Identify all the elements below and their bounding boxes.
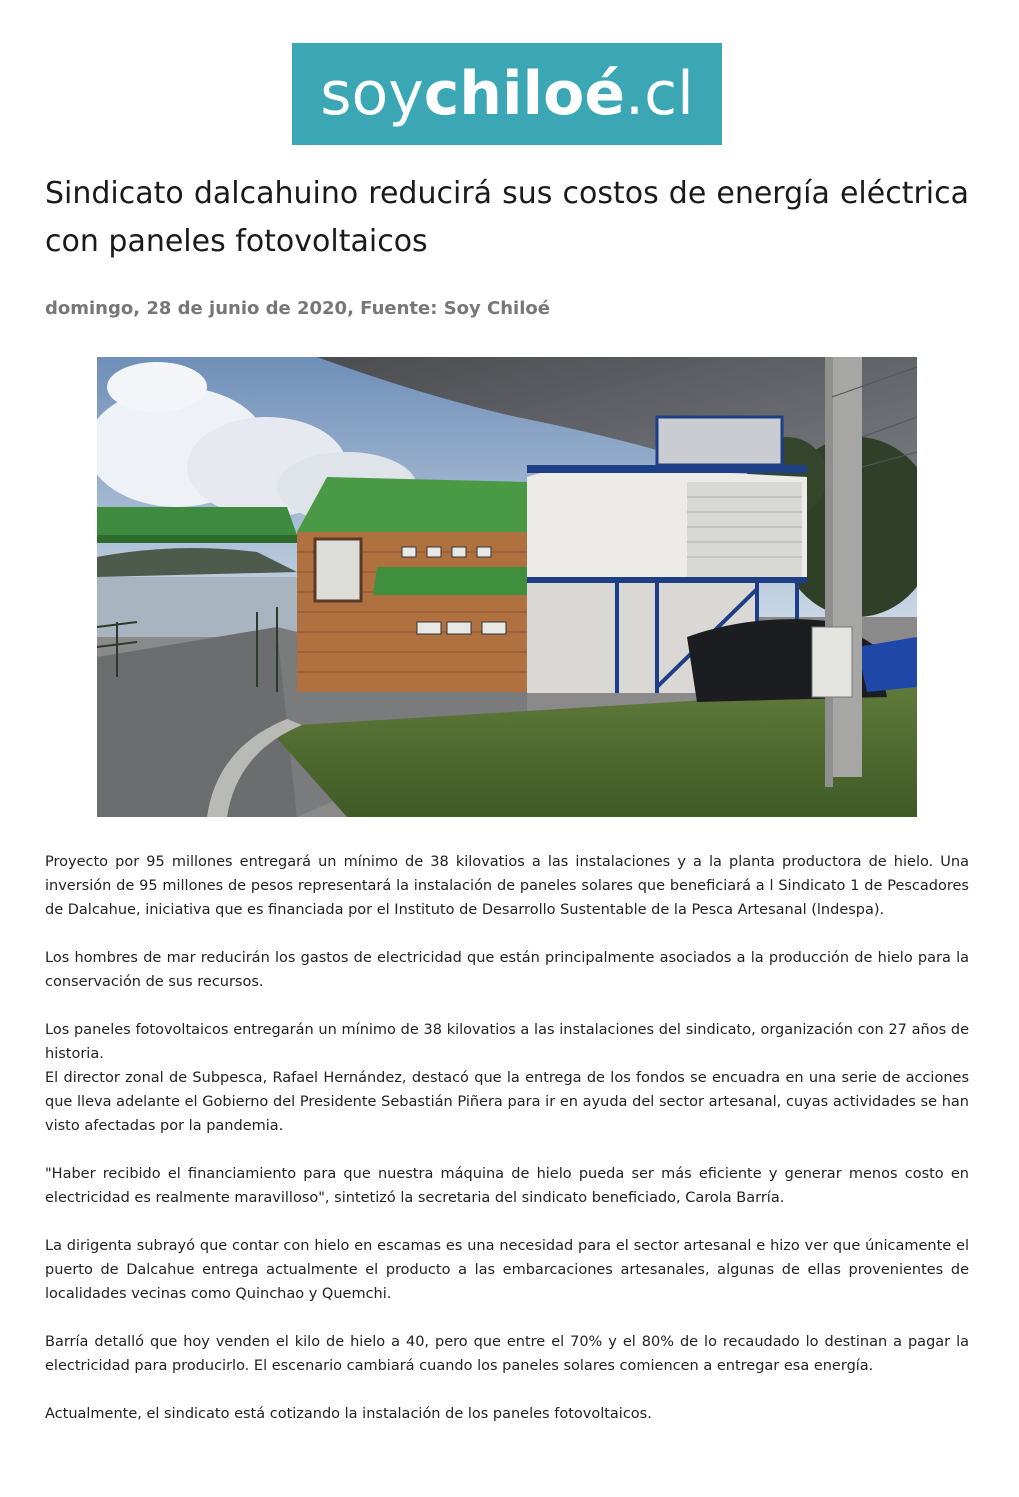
article-paragraph: La dirigenta subrayó que contar con hielo en escamas es una necesidad para el sector artesanal e hizo ver que únicamente el puerto de Dalcahue entrega actualmente el producto a las embarcaciones artesanales, algunas de ellas provenientes de localidades vecinas como Quinchao y Quemchi. [45, 1238, 969, 1302]
article-paragraph: Los paneles fotovoltaicos entregarán un mínimo de 38 kilovatios a las instalaciones del sindicato, organización con 27 años de historia. [45, 1022, 969, 1062]
article-paragraph: Barría detalló que hoy venden el kilo de hielo a 40, pero que entre el 70% y el 80% de lo recaudado lo destinan a pagar la electricidad para producirlo. El escenario cambiará cuando los paneles solares comiencen a entregar esa energía. [45, 1334, 969, 1374]
article-paragraph: Los hombres de mar reducirán los gastos de electricidad que están principalmente asociados a la producción de hielo para la conservación de sus recursos. [45, 950, 969, 990]
logo-text-soy: soy [320, 59, 424, 129]
article-photo [97, 357, 917, 817]
article-paragraph: "Haber recibido el financiamiento para que nuestra máquina de hielo pueda ser más eficiente y generar menos costo en electricidad es realmente maravilloso", sintetizó la secretaria del sindicato beneficiado, Carola Barría. [45, 1166, 969, 1206]
article-paragraph: Proyecto por 95 millones entregará un mínimo de 38 kilovatios a las instalaciones y a la planta productora de hielo. Una inversión de 95 millones de pesos representará la instalación de paneles solares que beneficiará a l Sindicato 1 de Pescadores de Dalcahue, iniciativa que es financiada por el Instituto de Desarrollo Sustentable de la Pesca Artesanal (lndespa). [45, 854, 969, 918]
logo-text-cl: .cl [625, 59, 694, 129]
site-logo[interactable] [292, 43, 722, 145]
article-paragraph: Actualmente, el sindicato está cotizando la instalación de los paneles fotovoltaicos. [45, 1406, 652, 1422]
article-body [45, 850, 969, 1450]
article-dateline: domingo, 28 de junio de 2020, Fuente: Soy Chiloé [45, 298, 550, 319]
article-paragraph: El director zonal de Subpesca, Rafael Hernández, destacó que la entrega de los fondos se encuadra en una serie de acciones que lleva adelante el Gobierno del Presidente Sebastián Piñera para ir en ayuda del sector artesanal, cuyas actividades se han visto afectadas por la pandemia. [45, 1070, 969, 1134]
article-headline: Sindicato dalcahuino reducirá sus costos de energía eléctrica con paneles fotovoltaicos [45, 176, 969, 259]
logo-text-chiloe: chiloé [423, 59, 626, 129]
